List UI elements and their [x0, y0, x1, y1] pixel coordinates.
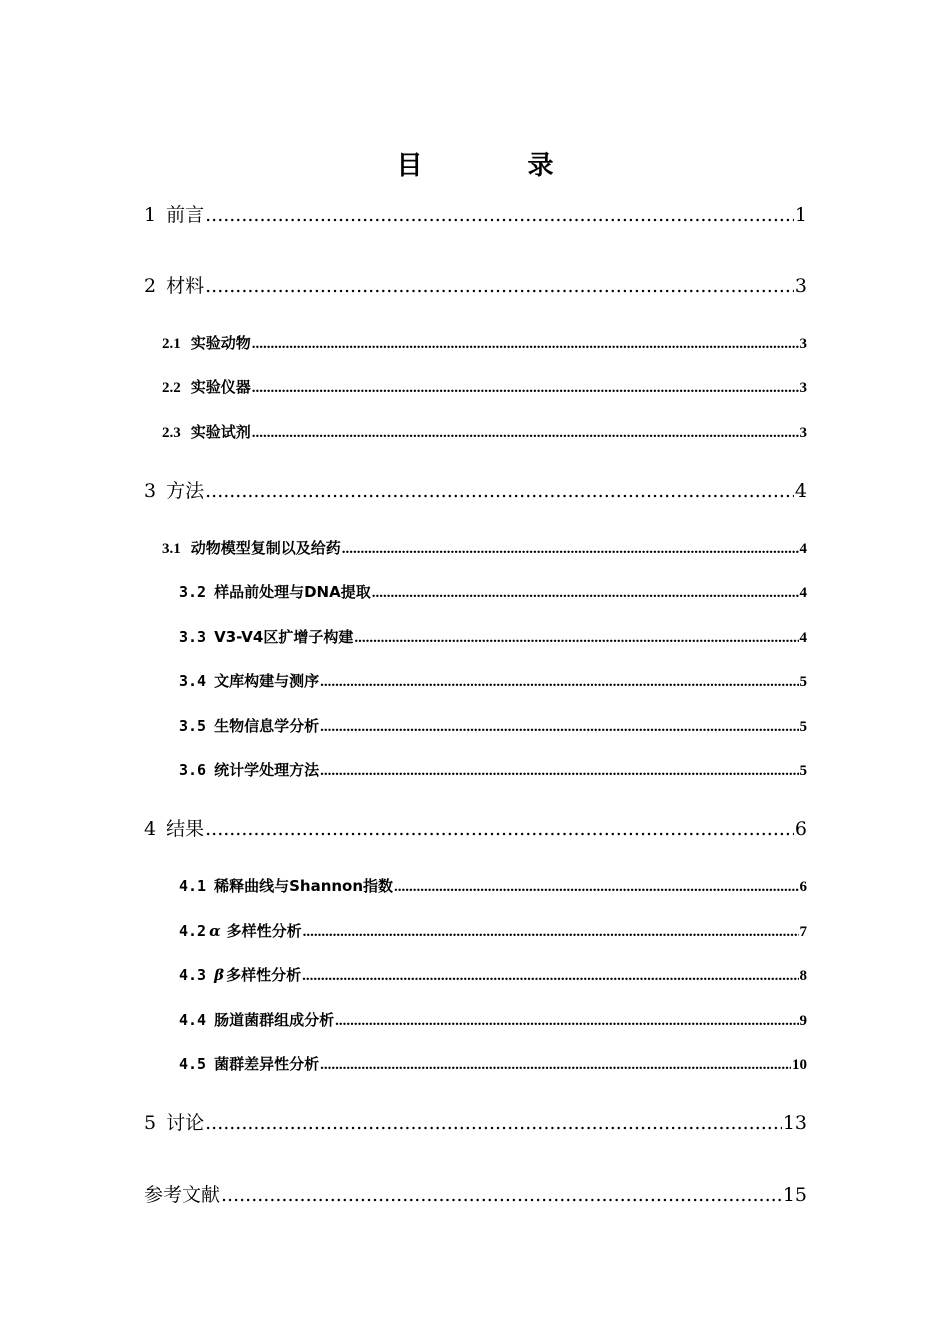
toc-page-number: 9: [799, 1013, 807, 1029]
toc-entry-references[interactable]: [144, 1180, 807, 1207]
toc-entry-number: 2.2: [162, 380, 181, 396]
toc-leader-dots: [335, 1013, 798, 1030]
beta-symbol: β: [214, 966, 225, 984]
toc-entry-label: [179, 759, 319, 780]
toc-entry-label: [179, 964, 301, 985]
toc-entry-number: 3.3: [179, 628, 207, 646]
toc-leader-dots: [354, 630, 798, 647]
toc-entry-label: [179, 875, 393, 896]
toc-entry-label: [179, 715, 319, 736]
toc-entry-label: [162, 376, 251, 397]
toc-leader-dots: [303, 924, 799, 941]
toc-leader-dots: [252, 336, 799, 353]
toc-entry-label: [144, 200, 204, 227]
toc-entry-2[interactable]: [144, 271, 807, 298]
toc-entry-4[interactable]: [144, 814, 807, 841]
toc-page-number: 4: [799, 585, 807, 601]
toc-entry-label: [179, 670, 319, 691]
toc-page-number: 3: [799, 336, 807, 352]
toc-entry-label: [144, 1180, 220, 1207]
toc-entry-4-2[interactable]: [179, 920, 807, 941]
toc-page-number: 10: [792, 1057, 807, 1073]
toc-entry-text: 文库构建与测序: [214, 672, 320, 690]
toc-entry-4-1[interactable]: [179, 875, 807, 896]
toc-entry-number: 3.1: [162, 541, 181, 557]
toc-entry-number: 2: [144, 275, 157, 297]
toc-page-number: 3: [799, 425, 807, 441]
toc-page-number: 4: [794, 480, 807, 502]
toc-entry-number: 3.2: [179, 583, 207, 601]
toc-entry-number: 4.3: [179, 966, 207, 984]
toc-page-number: 4: [799, 630, 807, 646]
toc-entry-3-3[interactable]: [179, 626, 807, 647]
toc-entry-5[interactable]: [144, 1108, 807, 1135]
toc-entry-text: 方法: [166, 480, 205, 502]
toc-entry-number: 4: [144, 818, 157, 840]
toc-entry-text: 肠道菌群组成分析: [214, 1011, 335, 1029]
toc-entry-number: 1: [144, 204, 157, 226]
toc-leader-dots: [320, 674, 798, 691]
toc-entry-number: 4.4: [179, 1011, 207, 1029]
toc-page-number: 5: [799, 674, 807, 690]
toc-page-number: 3: [799, 380, 807, 396]
toc-entry-text: 前言: [166, 204, 205, 226]
toc-entry-text: 材料: [166, 275, 205, 297]
toc-page-number: 6: [799, 879, 807, 895]
toc-entry-label: [179, 1009, 334, 1030]
toc-entry-4-3[interactable]: [179, 964, 807, 985]
toc-leader-dots: [372, 585, 799, 602]
toc-entry-number: 5: [144, 1112, 157, 1134]
alpha-symbol: α: [209, 922, 221, 940]
toc-entry-4-5[interactable]: [179, 1053, 807, 1074]
toc-leader-dots: [394, 879, 798, 896]
toc-leader-dots: [320, 763, 798, 780]
toc-entry-number: 4.1: [179, 877, 207, 895]
toc-leader-dots: [221, 1184, 782, 1206]
toc-entry-2-2[interactable]: [162, 376, 807, 397]
toc-entry-2-3[interactable]: [162, 421, 807, 442]
toc-entry-text: 统计学处理方法: [214, 761, 320, 779]
toc-entry-number: 2.1: [162, 336, 181, 352]
toc-page-number: 15: [782, 1184, 807, 1206]
toc-page-number: 13: [782, 1112, 807, 1134]
toc-leader-dots: [320, 1057, 791, 1074]
toc-entry-text: 讨论: [166, 1112, 205, 1134]
toc-leader-dots: [302, 968, 798, 985]
toc-entry-text: 样品前处理与DNA提取: [214, 583, 371, 601]
toc-entry-3-6[interactable]: [179, 759, 807, 780]
toc-entry-text: V3-V4区扩增子构建: [214, 628, 354, 646]
toc-leader-dots: [252, 425, 799, 442]
toc-entry-text: 生物信息学分析: [214, 717, 320, 735]
toc-entry-text: 多样性分析: [226, 966, 302, 984]
toc-entry-number: 3: [144, 480, 157, 502]
toc-page-number: 5: [799, 763, 807, 779]
toc-entry-text: 实验试剂: [190, 423, 251, 441]
toc-entry-1[interactable]: [144, 200, 807, 227]
toc-entry-3[interactable]: [144, 476, 807, 503]
toc-page-number: 4: [799, 541, 807, 557]
toc-entry-3-5[interactable]: [179, 715, 807, 736]
toc-leader-dots: [205, 1112, 782, 1134]
toc-entry-number: 4.2: [179, 922, 207, 940]
toc-entry-text: 参考文献: [144, 1184, 221, 1206]
toc-leader-dots: [205, 275, 794, 297]
toc-leader-dots: [205, 204, 794, 226]
toc-leader-dots: [205, 480, 794, 502]
toc-entry-label: [162, 421, 251, 442]
toc-entry-number: 4.5: [179, 1055, 207, 1073]
toc-entry-number: 2.3: [162, 425, 181, 441]
toc-leader-dots: [342, 541, 799, 558]
toc-entry-label: [144, 814, 204, 841]
toc-entry-label: [179, 581, 371, 602]
toc-entry-3-2[interactable]: [179, 581, 807, 602]
toc-page-number: 1: [794, 204, 807, 226]
toc-leader-dots: [205, 818, 794, 840]
toc-entry-3-4[interactable]: [179, 670, 807, 691]
toc-page-number: 5: [799, 719, 807, 735]
toc-entry-number: 3.5: [179, 717, 207, 735]
toc-entry-label: [144, 271, 204, 298]
toc-page-number: 8: [799, 968, 807, 984]
toc-entry-text: 实验动物: [190, 334, 251, 352]
toc-page-number: 6: [794, 818, 807, 840]
toc-entry-text: 菌群差异性分析: [214, 1055, 320, 1073]
toc-entry-label: [144, 476, 204, 503]
toc-entry-label: [162, 537, 341, 558]
toc-leader-dots: [252, 380, 799, 397]
toc-entry-text: 动物模型复制以及给药: [190, 539, 341, 557]
toc-entry-label: [144, 1108, 204, 1135]
toc-entry-number: 3.4: [179, 672, 207, 690]
toc-entry-text: 实验仪器: [190, 378, 251, 396]
toc-entry-number: 3.6: [179, 761, 207, 779]
toc-page-number: 7: [799, 924, 807, 940]
toc-page-number: 3: [794, 275, 807, 297]
toc-entry-label: [162, 332, 251, 353]
toc-entry-4-4[interactable]: [179, 1009, 807, 1030]
toc-title: 目 录: [396, 151, 602, 181]
toc-entry-label: [179, 1053, 319, 1074]
toc-entry-text: 结果: [166, 818, 205, 840]
toc-leader-dots: [320, 719, 798, 736]
toc-entry-label: [179, 626, 353, 647]
toc-entry-text: 稀释曲线与Shannon指数: [214, 877, 394, 895]
toc-entry-label: [179, 920, 302, 941]
toc-entry-3-1[interactable]: [162, 537, 807, 558]
toc-entry-text: 多样性分析: [226, 922, 302, 940]
toc-entry-2-1[interactable]: [162, 332, 807, 353]
